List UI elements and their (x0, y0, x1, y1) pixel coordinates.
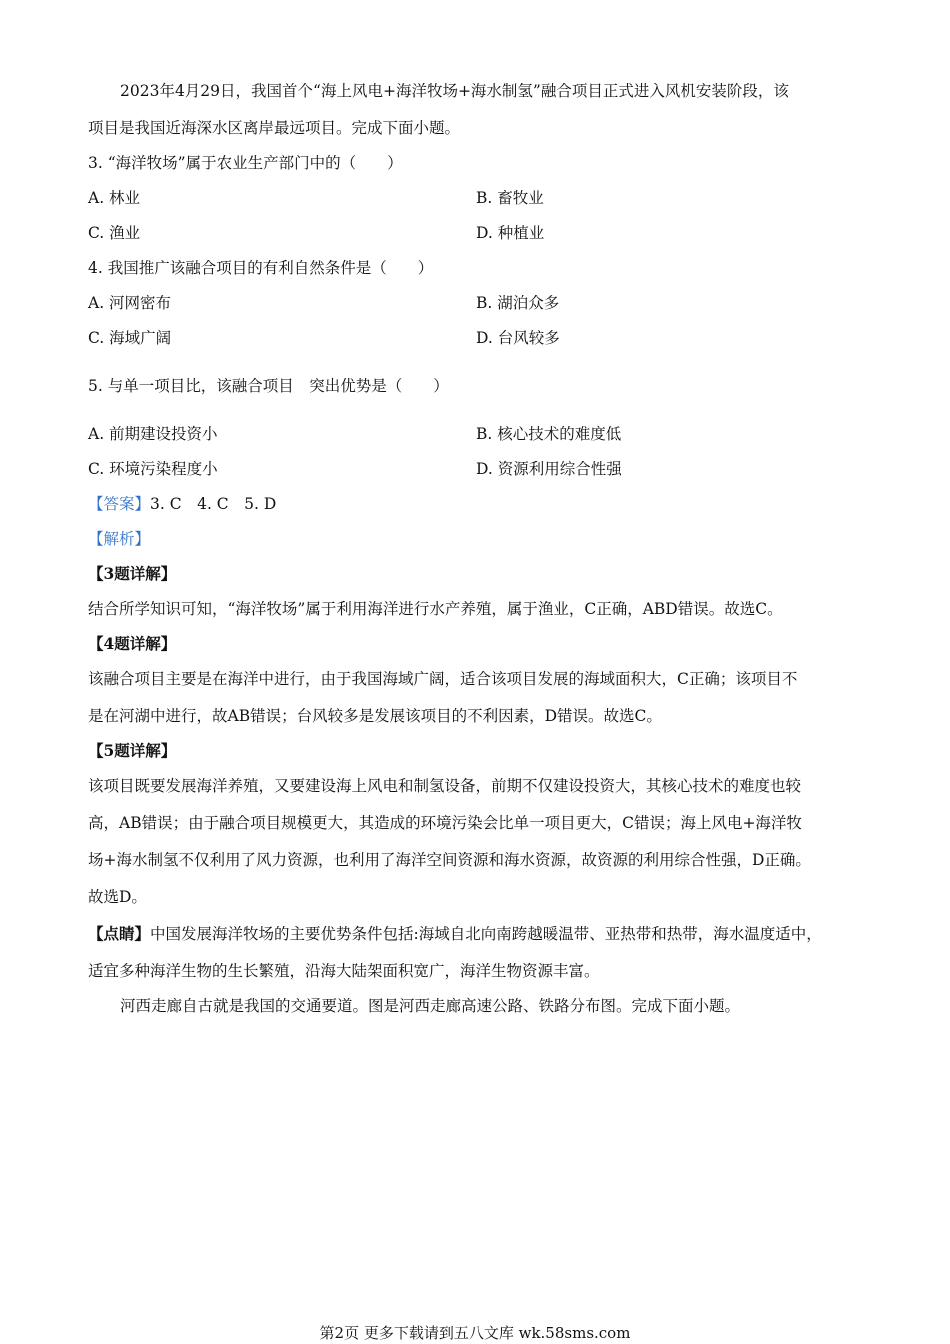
detail-5-title: 【5题详解】 (88, 741, 177, 760)
tip-line2: 适宜多种海洋生物的生长繁殖，沿海大陆架面积宽广，海洋生物资源丰富。 (88, 962, 600, 980)
tip-label: 【点睛】 (88, 924, 151, 943)
passage2: 河西走廊自古就是我国的交通要道。图是河西走廊高速公路、铁路分布图。完成下面小题。 (120, 997, 741, 1015)
question-4-option-a: A. 河网密布 (88, 294, 172, 312)
detail-5-line2: 高，AB错误；由于融合项目规模更大，其造成的环境污染会比单一项目更大，C错误；海上风电+海洋牧 (88, 814, 802, 832)
question-3-stem: 3. “海洋牧场”属于农业生产部门中的（ ） (88, 154, 403, 172)
question-5-stem: 5. 与单一项目比，该融合项目 突出优势是（ ） (88, 377, 449, 395)
question-5-option-c: C. 环境污染程度小 (88, 460, 218, 478)
question-4-option-b: B. 湖泊众多 (476, 294, 560, 312)
detail-4-title: 【4题详解】 (88, 634, 177, 653)
question-3-option-b: B. 畜牧业 (476, 189, 544, 207)
answer-row (88, 494, 276, 514)
question-3-option-c: C. 渔业 (88, 224, 141, 242)
analysis-label: 【解析】 (88, 530, 151, 548)
question-4-option-c: C. 海域广阔 (88, 329, 172, 347)
tip-row (88, 924, 822, 944)
answer-label: 【答案】 (88, 495, 151, 513)
detail-3-title: 【3题详解】 (88, 564, 177, 583)
question-4-option-d: D. 台风较多 (476, 329, 560, 347)
question-3-option-a: A. 林业 (88, 189, 141, 207)
answer-text: 3. C 4. C 5. D (150, 495, 277, 513)
question-5-option-b: B. 核心技术的难度低 (476, 425, 622, 443)
page-footer: 第2页 更多下载请到五八文库 wk.58sms.com (319, 1324, 631, 1342)
question-3-option-d: D. 种植业 (476, 224, 545, 242)
detail-5-line3: 场+海水制氢不仅利用了风力资源，也利用了海洋空间资源和海水资源，故资源的利用综合性强，D正确。 (88, 851, 811, 869)
question-4-stem: 4. 我国推广该融合项目的有利自然条件是（ ） (88, 259, 434, 277)
tip-line1: 中国发展海洋牧场的主要优势条件包括:海域自北向南跨越暖温带、亚热带和热带，海水温度适中， (150, 925, 822, 943)
passage1-line1: 2023年4月29日，我国首个“海上风电+海洋牧场+海水制氢”融合项目正式进入风机安装阶段，该 (120, 82, 789, 100)
question-5-option-a: A. 前期建设投资小 (88, 425, 218, 443)
detail-4-line1: 该融合项目主要是在海洋中进行，由于我国海域广阔，适合该项目发展的海域面积大，C正确；该项目不 (88, 670, 798, 688)
detail-3-line1: 结合所学知识可知，“海洋牧场”属于利用海洋进行水产养殖，属于渔业，C正确，ABD错误。故选C。 (88, 600, 783, 618)
question-5-option-d: D. 资源利用综合性强 (476, 460, 622, 478)
detail-4-line2: 是在河湖中进行，故AB错误；台风较多是发展该项目的不利因素，D错误。故选C。 (88, 707, 662, 725)
passage1-line2: 项目是我国近海深水区离岸最远项目。完成下面小题。 (88, 119, 461, 137)
detail-5-line1: 该项目既要发展海洋养殖，又要建设海上风电和制氢设备，前期不仅建设投资大，其核心技术的难度也较 (88, 777, 802, 795)
detail-5-line4: 故选D。 (88, 888, 147, 906)
